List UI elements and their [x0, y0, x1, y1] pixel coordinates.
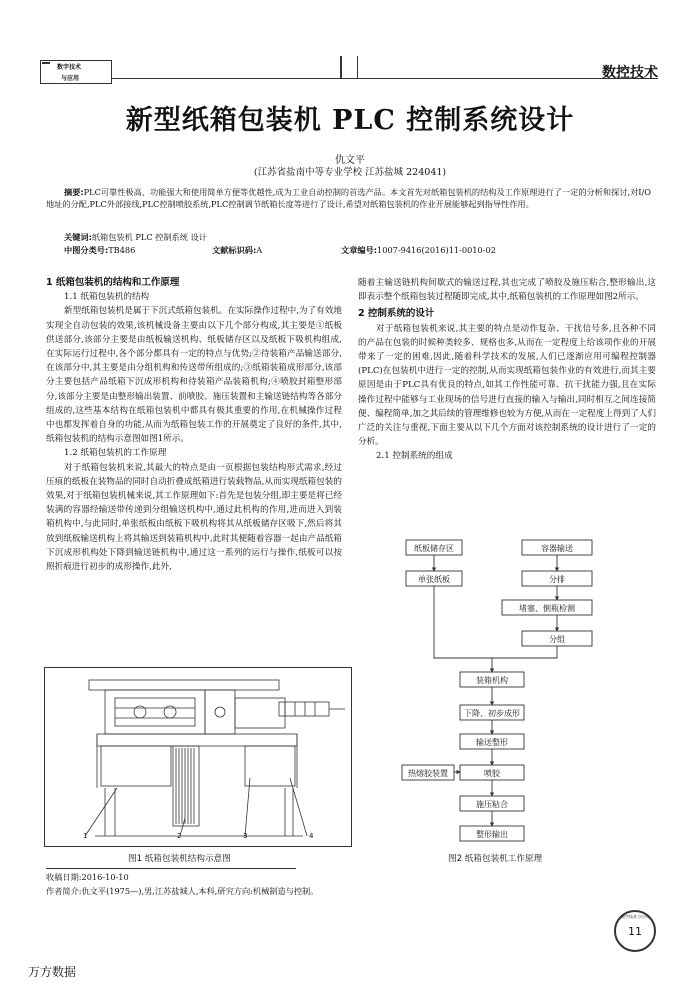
author: 仇文平 — [335, 155, 365, 166]
page-badge-ring-text: 数字技术与应用 — [621, 914, 649, 919]
flow-node-output: 整形输出 — [476, 830, 508, 839]
figure-1-label: 3 — [243, 832, 248, 840]
flow-node-pack: 装箱机构 — [476, 676, 508, 685]
journal-logo — [40, 60, 112, 84]
keywords-text: 纸箱包装机 PLC 控制系统 设计 — [91, 232, 207, 242]
header-rule — [46, 78, 658, 79]
subsection-heading-2-1: 2.1 控制系统的组成 — [376, 451, 453, 462]
flow-node-detect: 堵塞、倒瓶检测 — [519, 604, 575, 613]
paragraph: 随着主输送链机构间歇式的输送过程,其也完成了喷胶及施压粘合,整形输出,这即表示整个纸箱包装过程随即完成,其中,纸箱包装机的工作原理如图2所示。 — [358, 278, 656, 303]
figure-1-caption: 图1 纸箱包装机结构示意图 — [128, 854, 231, 864]
watermark: 万方数据 — [28, 965, 77, 979]
figure-1-drawing — [45, 668, 351, 846]
doc-code-value: A — [256, 245, 263, 255]
clc — [64, 245, 135, 256]
figure-2-flowchart — [400, 538, 600, 844]
paragraph: 对于纸箱包装机来说,其最大的特点是由一页根据包装结构形式需求,经过压痕的纸板在装物品的同时自动折叠成纸箱进行装载物品,从而实现纸箱包装的效果,对于纸箱包装机械来说,其工作原理如下:首先是包装分组,即主要是将已经装满的容器经输送带传递到分组输送机构中,通过此机构的作用,进而进入到装箱机构中,与此同时,单张纸板由纸板下吸机构将其从纸板储存区吸下,然后将其放到纸板输送机构上将其输送到装箱机构中,此时其便随着容器一起由产品纸箱下沉成形机构处下降到输送链机构中,通过这一系列的运行与操作,纸板可以按照折痕进行初步的成形操作,此外, — [46, 462, 342, 573]
article-number-label: 文章编号: — [341, 245, 378, 255]
abstract — [46, 187, 658, 210]
author-bio: 作者简介:仇文平(1975—),男,江苏盐城人,本科,研究方向:机械制造与控制。 — [46, 886, 319, 896]
flow-node-single: 单张纸板 — [418, 575, 450, 584]
keywords — [64, 232, 207, 243]
flow-node-sink: 下降、初步成形 — [464, 709, 520, 718]
abstract-text: PLC可靠性极高、功能强大和使用简单方便等优越性,成为工业自动控制的首选产品。本文首先对纸箱包装机的结构及工作原理进行了一定的分析和探讨,对I/O地址的分配,PLC外部接线,PLC控制喷胶系统,PLC控制调节纸箱长度等进行了设计,希望对纸箱包装机的作业开展能够起到指导性作用。 — [46, 187, 651, 209]
article-title: 新型纸箱包装机 PLC 控制系统设计 — [125, 105, 575, 136]
figure-1-label: 2 — [177, 832, 182, 840]
journal-logo-line2: 与应用 — [61, 75, 80, 82]
figure-2-caption: 图2 纸箱包装机工作原理 — [448, 854, 543, 864]
article-number — [341, 245, 496, 256]
clc-label: 中图分类号: — [64, 245, 109, 255]
flow-node-sort: 分排 — [549, 575, 565, 584]
received-date: 收稿日期:2016-10-10 — [46, 872, 129, 882]
abstract-label: 摘要: — [64, 187, 84, 197]
left-column — [46, 276, 342, 574]
header-divider — [340, 56, 342, 78]
flow-node-container: 容器输送 — [541, 544, 573, 553]
section-heading-2: 2 控制系统的设计 — [358, 308, 435, 320]
section-label: 数控技术 — [602, 65, 658, 81]
figure-1-label: 4 — [309, 832, 314, 840]
logo-mark — [42, 62, 50, 64]
flow-node-store: 纸板储存区 — [414, 544, 454, 553]
flow-node-glue-device: 热熔胶装置 — [408, 769, 448, 778]
page-number: 11 — [628, 925, 642, 938]
figure-1-frame — [44, 667, 352, 847]
flow-node-group: 分组 — [549, 635, 565, 644]
affiliation: (江苏省盐南中等专业学校 江苏盐城 224041) — [253, 167, 447, 178]
right-column — [358, 276, 656, 464]
page-number-badge — [614, 910, 656, 952]
paragraph: 对于纸箱包装机来说,其主要的特点是动作复杂、干扰信号多,且各种不同的产品在包装的时候种类较多、规格也多,从而在一定程度上给该项作业的开展带来了一定的困难,因此,随着科学技术的发展,人们已逐渐应用可编程控制器(PLC)在包装机中进行一定的控制,从而实现纸箱包装作业的有效进行,而其主要原因是由于PLC具有优良的特点,如其工作性能可靠、抗干扰能力强,且在实际操作过程中能够与工业现场的信号进行直接的输入与输出,同时相互之间连接简便、编程简单,加之其后续的管理维修也较为方便,从而在一定程度上得到了人们广泛的关注与重视,下面主要从以下几个方面对该控制系统的设计进行了一定的分析。 — [358, 323, 656, 448]
flow-node-press: 施压粘合 — [476, 800, 508, 809]
figure-1-label: 1 — [83, 832, 88, 840]
clc-value: TB486 — [108, 245, 136, 255]
header-divider — [357, 56, 358, 78]
article-number-value: 1007-9416(2016)11-0010-02 — [377, 245, 496, 255]
keywords-label: 关键词: — [64, 232, 92, 242]
section-heading-1: 1 纸箱包装机的结构和工作原理 — [46, 277, 180, 288]
subsection-heading-1-2: 1.2 纸箱包装机的工作原理 — [64, 448, 167, 459]
journal-logo-line1: 数字技术 — [57, 64, 82, 71]
doc-code — [212, 245, 262, 256]
doc-code-label: 文献标识码: — [212, 245, 257, 255]
flow-node-glue: 喷胶 — [484, 769, 500, 778]
footnote-rule — [46, 868, 296, 869]
flow-node-convey: 输送整形 — [476, 738, 508, 747]
subsection-heading-1-1: 1.1 纸箱包装机的结构 — [64, 292, 150, 303]
paragraph: 新型纸箱包装机是属于下沉式纸箱包装机。在实际操作过程中,为了有效地实现全自动包装的效果,该机械设备主要由以下几个部分构成,其主要是①纸板供送部分,该部分主要是由纸板输送机构、纸板储存区以及纸板下吸机构组成,在实际运行过程中,各个部分都具有一定的特点与优势;②待装箱产品输送部分,在该部分中,其主要是由分组机构和传送带所组成的;③纸箱装箱成形部分,该部分主要包括产品纸箱下沉成形机构和待装箱产品装箱机构;④喷胶封箱整形部分,该部分主要是由整形输出装置、前喷胶、施压装置和主输送链结构等各部分组成的,这些基本结构在纸箱包装机中都具有极其重要的作用,在机械操作过程中也都发挥着自身的功能,从而为纸箱包装工作的开展奠定了良好的条件,其中,纸箱包装机的结构示意图如图1所示。 — [46, 306, 342, 445]
